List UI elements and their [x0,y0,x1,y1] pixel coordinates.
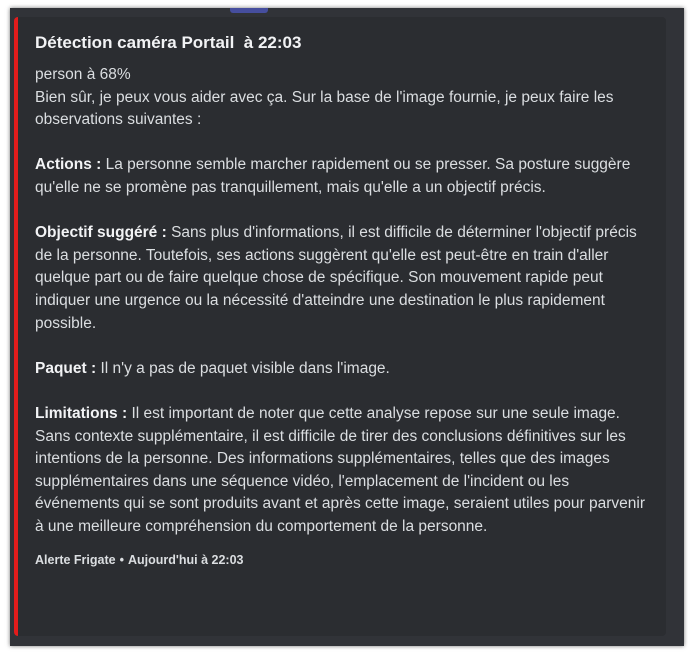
intro-paragraph [35,64,650,132]
embed-footer [35,553,650,567]
detection-score: person à 68% [35,66,131,83]
section-objective [35,222,650,335]
section-label: Paquet : [35,359,97,377]
section-text: Il est important de noter que cette analyse repose sur une seule image. Sans contexte supplémentaire, il est difficile de tirer des conclusions définitives sur les intentions de la personne. Des informations supplémentaires, telles que des images supplémentaires dans une séquence vidéo, l'emplacement de l'incident ou les événements qui se sont produits avant et après cette image, seraient utiles pour parvenir à une meilleure compréhension du comportement de la personne. [35,404,646,535]
intro-text: Bien sûr, je peux vous aider avec ça. Sur la base de l'image fournie, je peux faire les observations suivantes : [35,88,614,129]
section-label: Actions : [35,156,102,174]
section-text: La personne semble marcher rapidement ou se presser. Sa posture suggère qu'elle ne se promène pas tranquillement, mais qu'elle a un objectif précis. [35,156,631,196]
footer-separator: • [119,553,124,568]
footer-timestamp: Aujourd'hui à 22:03 [127,553,244,568]
section-label: Limitations : [35,404,128,422]
embed-title: Détection caméra Portail à 22:03 [35,33,302,52]
section-text: Il n'y a pas de paquet visible dans l'image. [96,359,390,377]
section-text: Sans plus d'informations, il est difficile de déterminer l'objectif précis de la personne. Toutefois, ses actions suggèrent qu'elle est peut-être en train d'aller quelque part ou de faire quelque chose de spécifique. Son mouvement rapide peut indiquer une urgence ou la nécessité d'atteindre une destination le plus rapidement possible. [35,224,637,332]
section-limitations [35,403,650,539]
alert-embed [14,17,666,636]
message-container [10,8,684,646]
mention-highlight [230,8,268,13]
section-package [35,358,650,381]
section-actions [35,154,650,199]
section-label: Objectif suggéré : [35,224,167,242]
embed-description [35,64,650,538]
footer-author: Alerte Frigate [35,553,116,568]
